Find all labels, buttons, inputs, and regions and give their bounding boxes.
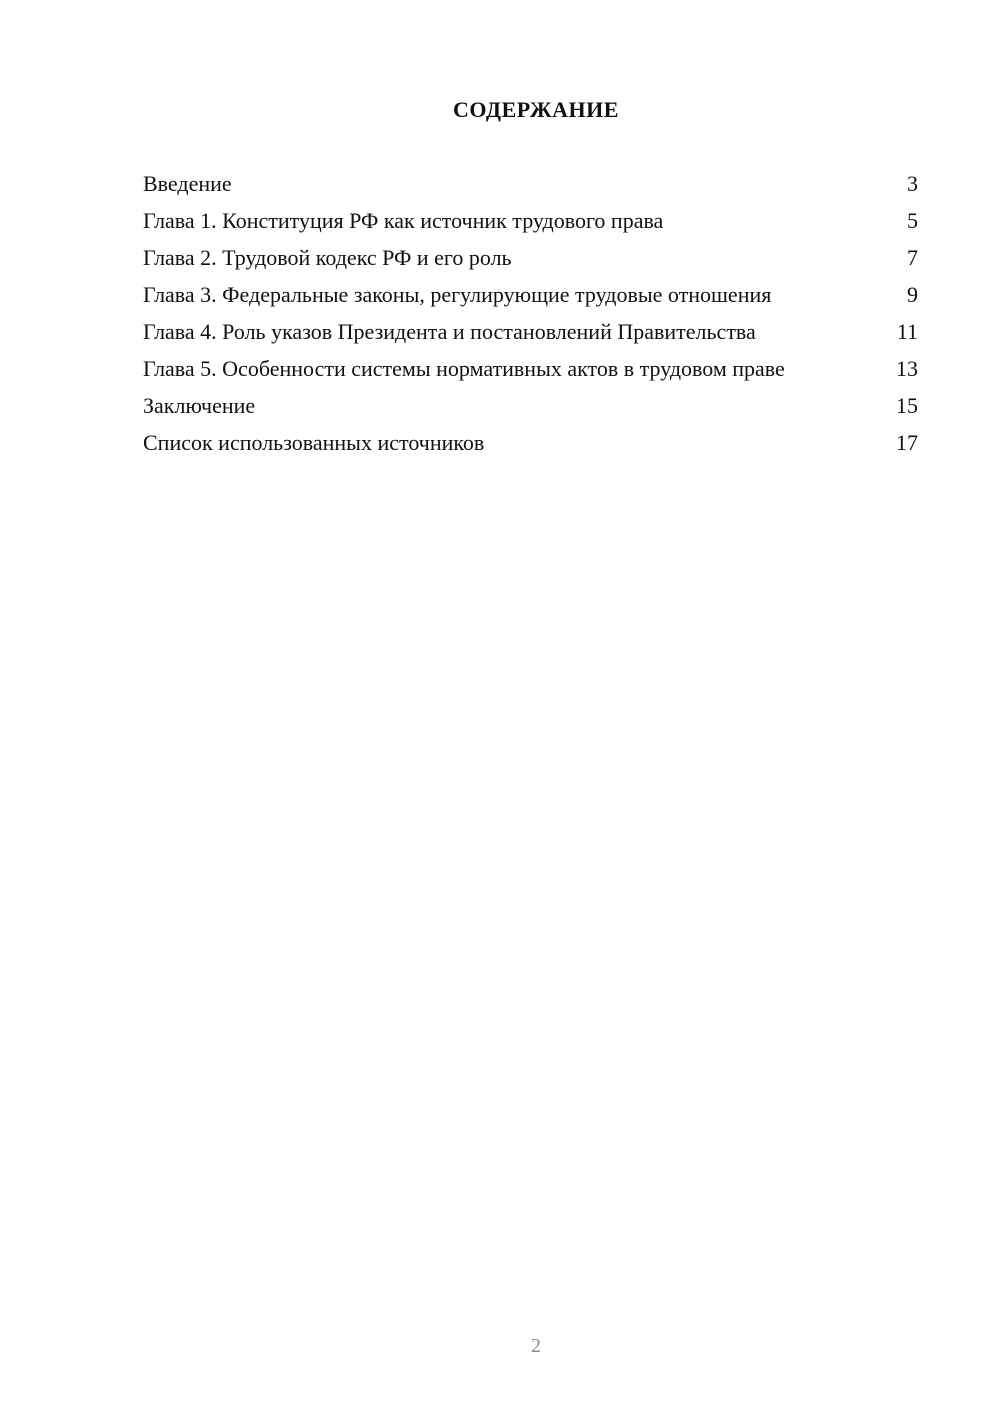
- toc-entry-label: Глава 4. Роль указов Президента и постановлений Правительства: [143, 319, 756, 344]
- toc-entry-label: Глава 5. Особенности системы нормативных актов в трудовом праве: [143, 356, 785, 381]
- toc-entry-page: 15: [896, 393, 918, 418]
- toc-entry-page: 13: [896, 356, 918, 381]
- toc-entry-label: Заключение: [143, 393, 256, 418]
- toc-entry-chapter-2: [143, 244, 918, 271]
- toc-entry-chapter-1: [143, 207, 918, 234]
- toc-entry-page: 17: [896, 430, 918, 455]
- toc-entry-label: Список использованных источников: [143, 430, 485, 455]
- toc-entry-page: 5: [907, 208, 918, 233]
- toc-entry-chapter-3: [143, 281, 918, 308]
- page-number: 2: [531, 1335, 541, 1357]
- toc-entry-page: 3: [907, 171, 918, 196]
- table-of-contents: [143, 170, 918, 466]
- toc-entry-chapter-5: [143, 355, 918, 382]
- toc-entry-page: 11: [896, 319, 918, 344]
- toc-entry-chapter-4: [143, 318, 918, 345]
- toc-entry-label: Введение: [143, 171, 232, 196]
- toc-entry-label: Глава 1. Конституция РФ как источник трудового права: [143, 208, 664, 233]
- toc-entry-introduction: [143, 170, 918, 197]
- toc-entry-label: Глава 3. Федеральные законы, регулирующие трудовые отношения: [143, 282, 772, 307]
- toc-entry-references: [143, 429, 918, 456]
- toc-entry-label: Глава 2. Трудовой кодекс РФ и его роль: [143, 245, 512, 270]
- toc-entry-conclusion: [143, 392, 918, 419]
- toc-entry-page: 7: [907, 245, 918, 270]
- toc-title: СОДЕРЖАНИЕ: [453, 97, 619, 122]
- toc-entry-page: 9: [907, 282, 918, 307]
